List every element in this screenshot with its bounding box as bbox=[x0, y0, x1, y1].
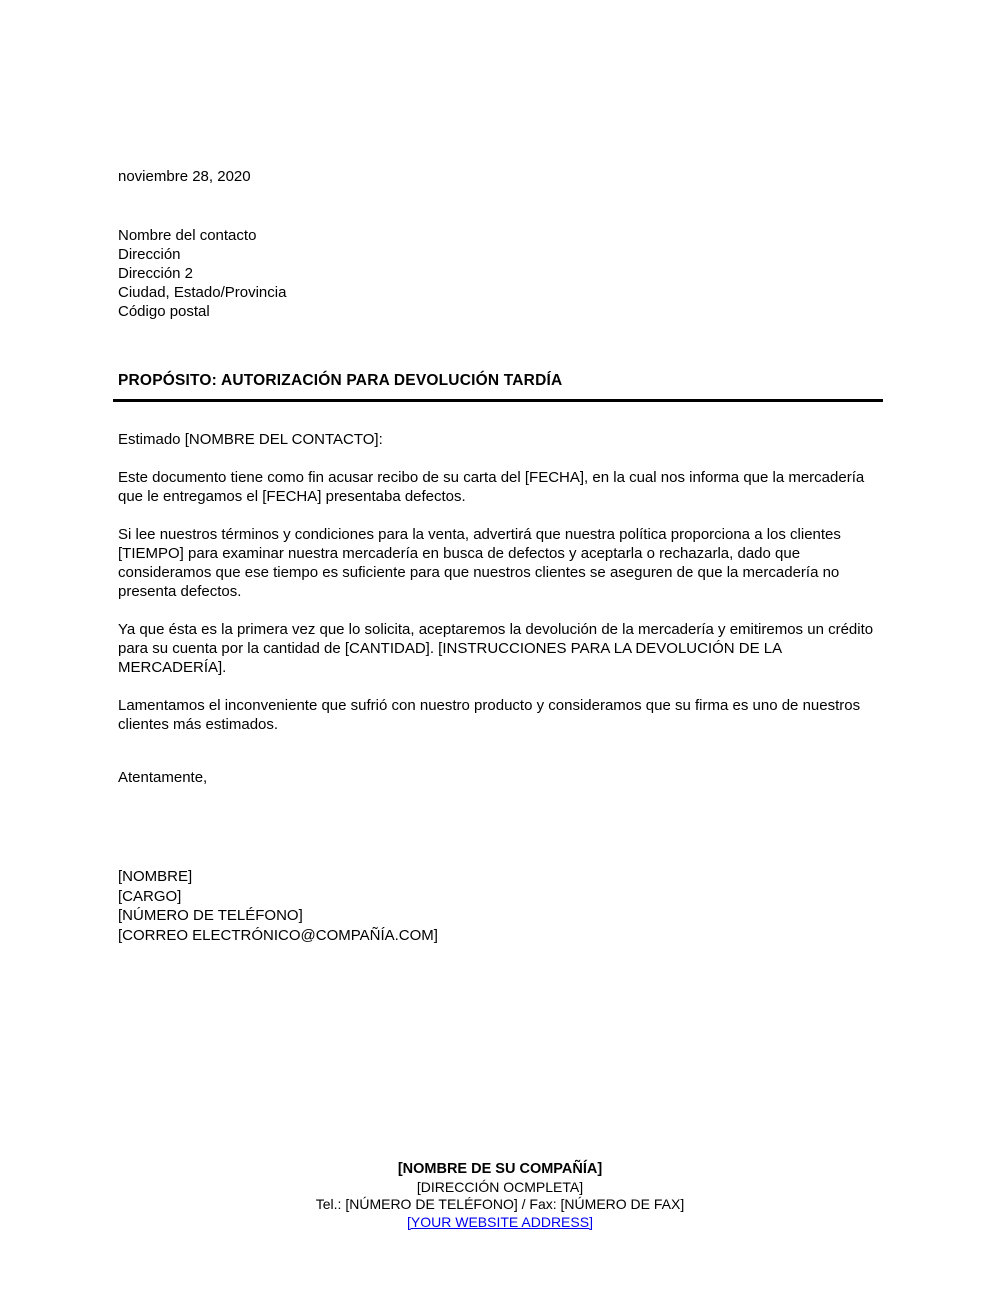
recipient-postal-code: Código postal bbox=[118, 303, 210, 320]
body-paragraph-1: Este documento tiene como fin acusar recibo de su carta del [FECHA], en la cual nos informa que la mercadería que le entregamos el [FECHA] presentaba defectos. bbox=[118, 469, 865, 505]
signature-phone: [NÚMERO DE TELÉFONO] bbox=[118, 907, 303, 924]
subject-line: PROPÓSITO: AUTORIZACIÓN PARA DEVOLUCIÓN TARDÍA bbox=[113, 371, 883, 402]
signature-title: [CARGO] bbox=[118, 887, 182, 905]
salutation: Estimado [NOMBRE DEL CONTACTO]: bbox=[118, 431, 383, 448]
footer-company-name: [NOMBRE DE SU COMPAÑÍA] bbox=[397, 1161, 603, 1177]
recipient-name: Nombre del contacto bbox=[118, 227, 257, 244]
recipient-address-line-1: Dirección bbox=[118, 246, 181, 263]
company-footer bbox=[0, 1161, 1000, 1231]
closing-salutation: Atentamente, bbox=[118, 769, 208, 786]
footer-phone-fax: Tel.: [NÚMERO DE TELÉFONO] / Fax: [NÚMERO DE FAX] bbox=[315, 1196, 685, 1212]
signature-block bbox=[118, 867, 882, 945]
letter-date: noviembre 28, 2020 bbox=[118, 168, 251, 185]
signature-email: [CORREO ELECTRÓNICO@COMPAÑÍA.COM] bbox=[118, 926, 438, 944]
body-paragraph-4: Lamentamos el inconveniente que sufrió con nuestro producto y consideramos que su firma es uno de nuestros clientes más estimados. bbox=[118, 697, 861, 733]
recipient-city-state: Ciudad, Estado/Provincia bbox=[118, 284, 287, 301]
body-paragraph-3: Ya que ésta es la primera vez que lo solicita, aceptaremos la devolución de la mercadería y emitiremos un crédito para su cuenta por la cantidad de [CANTIDAD]. [INSTRUCCIONES PARA LA DEVOLUCIÓN DE LA MERCADERÍA]. bbox=[118, 621, 874, 676]
footer-company-address: [DIRECCIÓN OCMPLETA] bbox=[416, 1178, 584, 1195]
letter-document bbox=[118, 0, 882, 945]
recipient-address-block bbox=[118, 226, 882, 321]
recipient-address-line-2: Dirección 2 bbox=[118, 265, 194, 282]
body-paragraph-2: Si lee nuestros términos y condiciones para la venta, advertirá que nuestra política proporciona a los clientes [TIEMPO] para examinar nuestra mercadería en busca de defectos y aceptarla o rechazarla, dado que consideramos que ese tiempo es suficiente para que nuestros clientes se aseguren de que la mercadería no presenta defectos. bbox=[118, 526, 841, 600]
footer-website-link[interactable]: [YOUR WEBSITE ADDRESS] bbox=[407, 1213, 593, 1230]
signature-name: [NOMBRE] bbox=[118, 868, 193, 885]
